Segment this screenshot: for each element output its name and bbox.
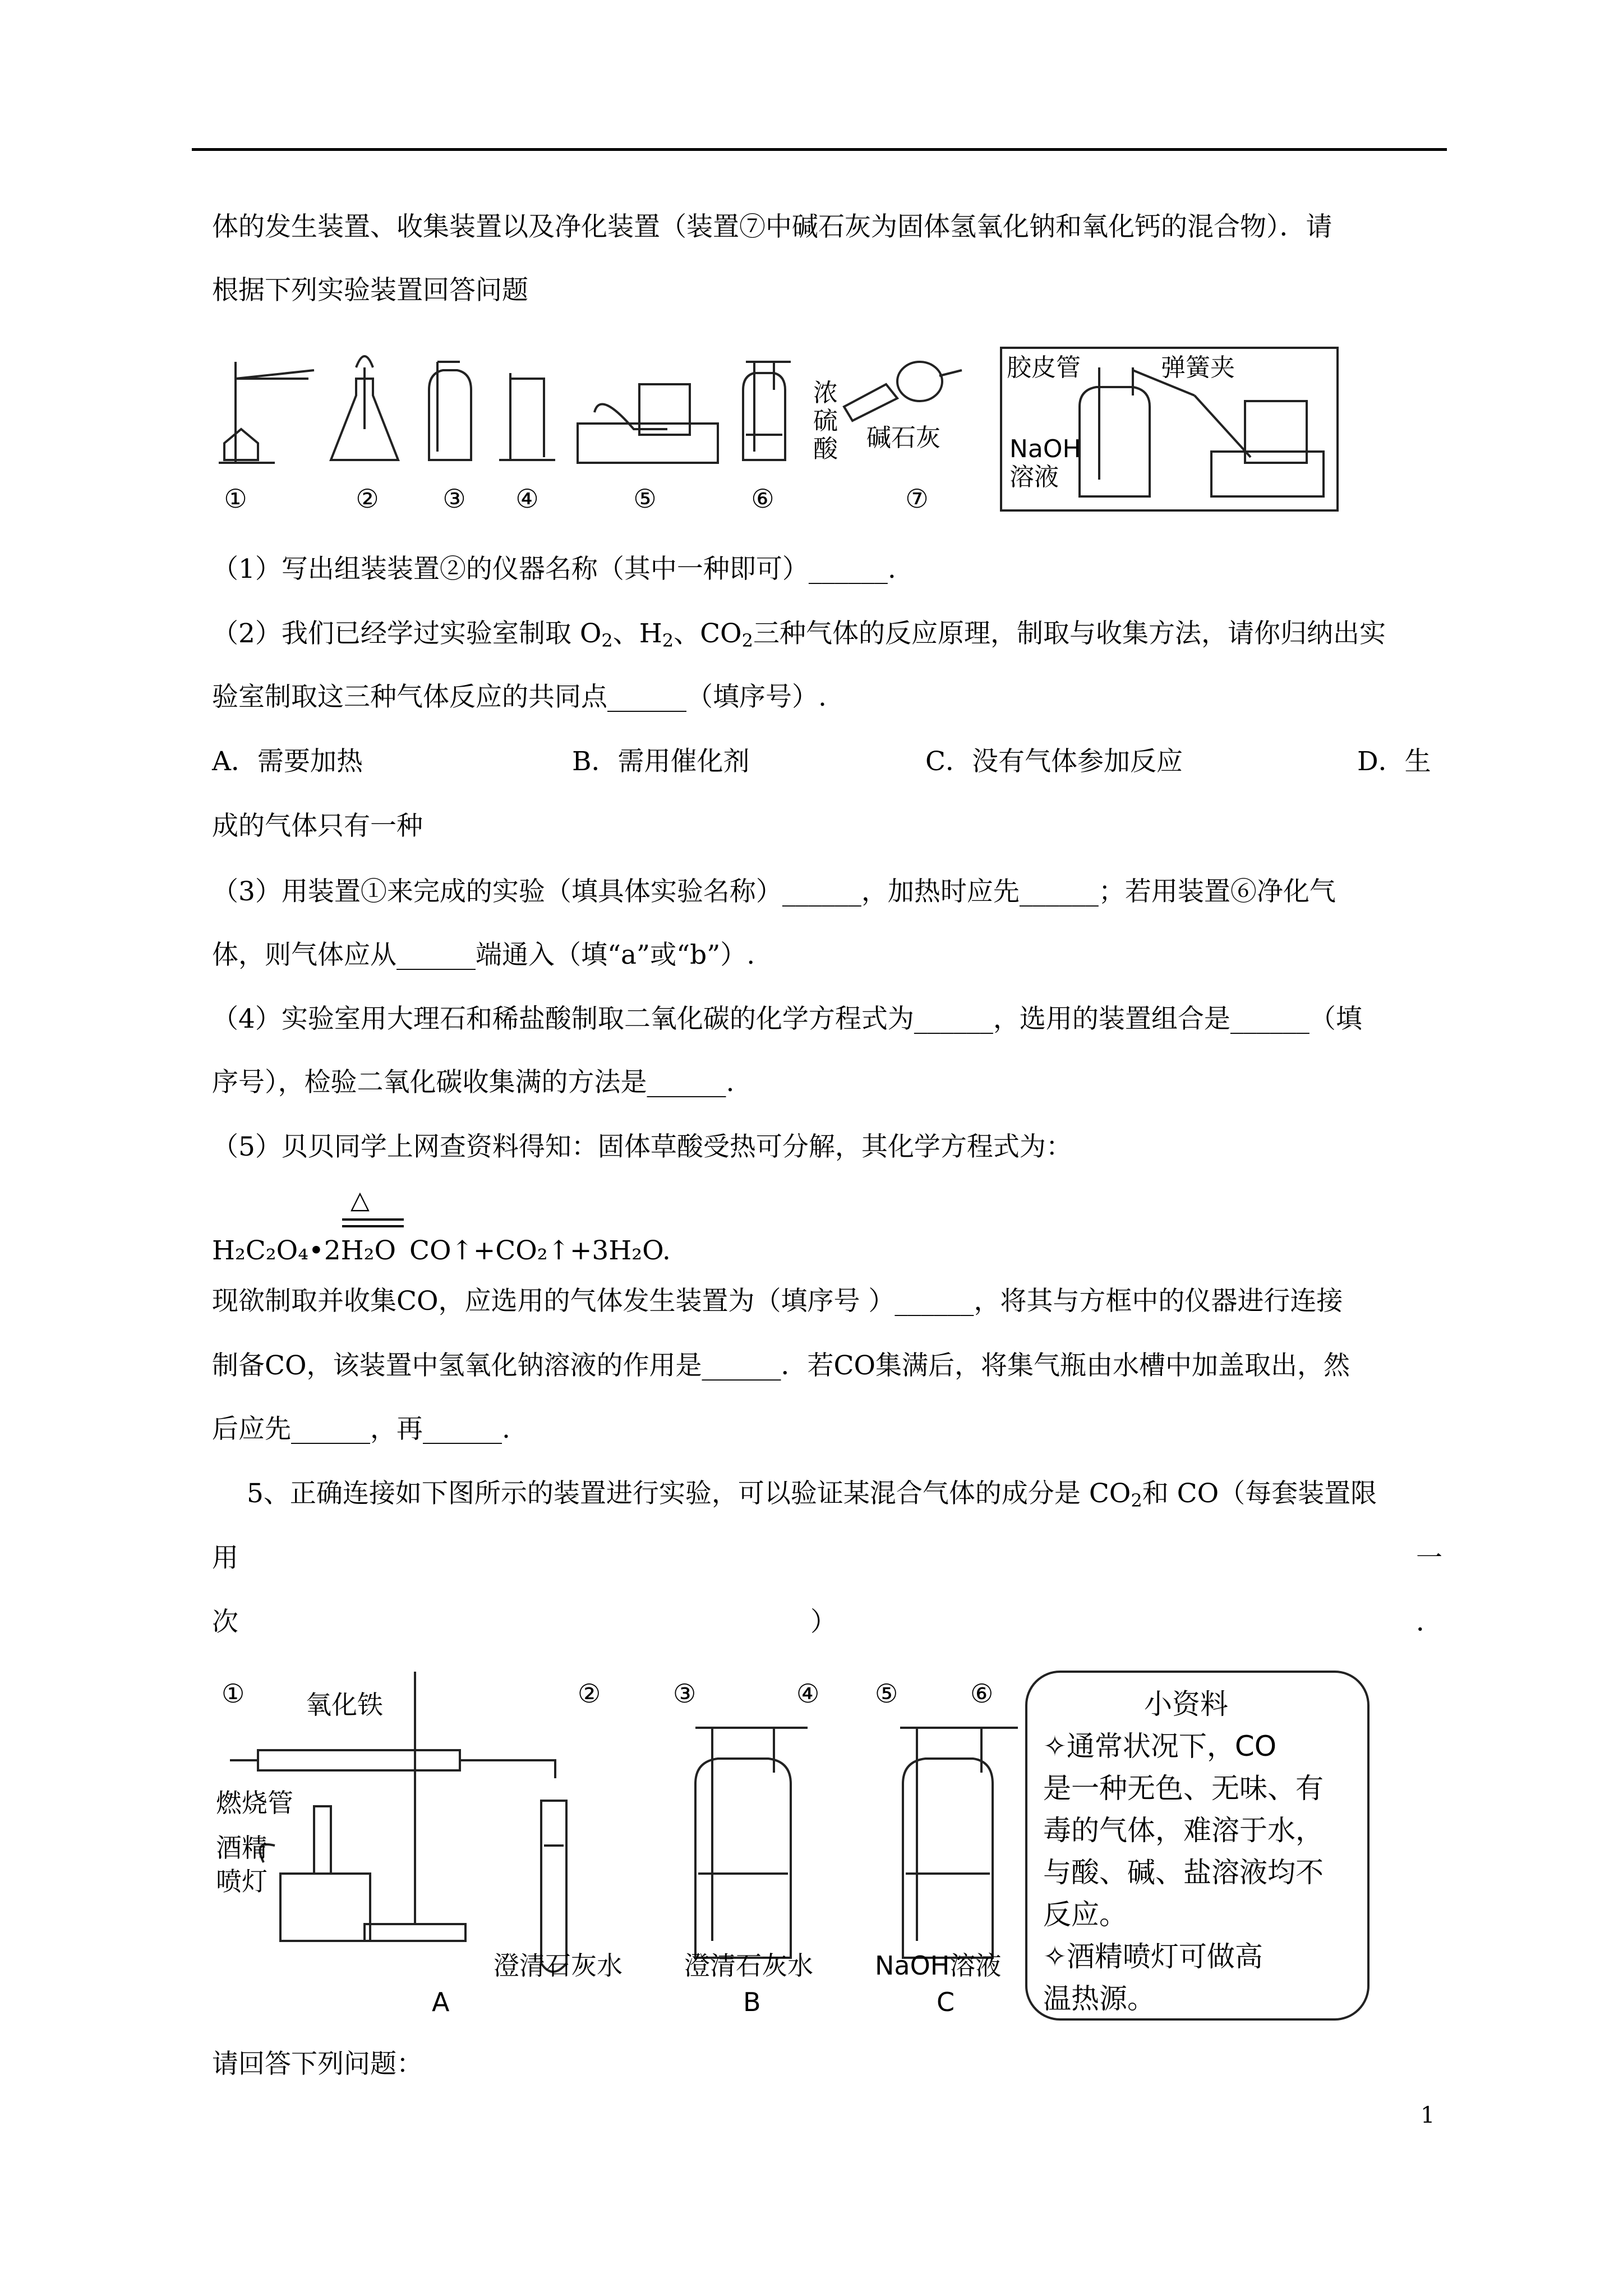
equation-delta: △	[351, 1186, 370, 1214]
question-1: （1）写出组装装置②的仪器名称（其中一种即可）______.	[212, 554, 896, 585]
fig1-label-4: ④	[515, 484, 539, 514]
fig1-label-5: ⑤	[633, 484, 657, 514]
closing-line: 请回答下列问题：	[212, 2049, 423, 2079]
option-b: B．需用催化剂	[572, 746, 750, 777]
option-d: D．生	[1357, 746, 1431, 777]
equation-right: CO↑+CO₂↑+3H₂O.	[409, 1235, 671, 1266]
limewater-b-label: 澄清石灰水	[684, 1950, 813, 1981]
port-3: ③	[673, 1678, 697, 1709]
problem-5-line-2a: 用	[212, 1543, 238, 1573]
info-line-2: 是一种无色、无味、有	[1043, 1772, 1324, 1805]
apparatus-figure-2	[208, 1660, 1374, 2031]
lamp-label-2: 喷灯	[216, 1866, 268, 1897]
label-b: B	[743, 1987, 761, 2017]
conc-acid-2: 硫	[813, 407, 838, 435]
intro-line-1: 体的发生装置、收集装置以及净化装置（装置⑦中碱石灰为固体氢氧化钠和氧化钙的混合物）．请	[212, 211, 1332, 242]
conc-acid-3: 酸	[813, 435, 838, 463]
combustion-tube-label: 燃烧管	[216, 1788, 293, 1818]
fig1-label-1: ①	[224, 484, 247, 514]
question-4-line-1: （4）实验室用大理石和稀盐酸制取二氧化碳的化学方程式为______，选用的装置组合是______（填	[212, 1004, 1362, 1034]
header-rule	[192, 148, 1447, 151]
fig1-label-6: ⑥	[751, 484, 774, 514]
solution-label: 溶液	[1009, 463, 1059, 491]
info-line-5: 反应。	[1043, 1898, 1127, 1931]
question-5-line-2: 现欲制取并收集CO，应选用的气体发生装置为（填序号 ）______，将其与方框中的仪器进行连接	[212, 1286, 1343, 1317]
question-5-line-4: 后应先______，再______.	[212, 1414, 510, 1444]
port-4: ④	[796, 1678, 820, 1709]
rubber-tube-label: 胶皮管	[1007, 353, 1081, 382]
option-c: C．没有气体参加反应	[925, 746, 1183, 777]
equation-bar-1	[342, 1218, 404, 1221]
info-line-7: 温热源。	[1043, 1982, 1155, 2015]
equation-bar-2	[342, 1225, 404, 1227]
fig1-label-3: ③	[442, 484, 466, 514]
question-3-line-2: 体，则气体应从______端通入（填“a”或“b”）.	[212, 940, 755, 970]
limewater-a-label: 澄清石灰水	[494, 1950, 623, 1981]
info-line-3: 毒的气体，难溶于水，	[1043, 1814, 1324, 1847]
port-2: ②	[578, 1678, 601, 1709]
iron-oxide-label: 氧化铁	[306, 1690, 383, 1720]
fig1-label-2: ②	[356, 484, 379, 514]
conc-acid-1: 浓	[813, 379, 838, 407]
apparatus-figure-1	[208, 345, 1357, 519]
info-line-4: 与酸、碱、盐溶液均不	[1043, 1856, 1324, 1889]
problem-5-line-3c: ．	[1416, 1607, 1442, 1637]
fig1-label-7: ⑦	[905, 484, 929, 514]
problem-5-line-3a: 次	[212, 1607, 238, 1637]
soda-lime-label: 碱石灰	[866, 424, 940, 452]
info-line-1: ✧通常状况下，CO	[1043, 1730, 1277, 1763]
port-5: ⑤	[875, 1678, 898, 1709]
question-5-line-3: 制备CO，该装置中氢氧化钠溶液的作用是______．若CO集满后，将集气瓶由水槽中加盖取出，然	[212, 1350, 1350, 1381]
problem-5-line-2b: 一	[1416, 1543, 1442, 1573]
question-2-line-2: 验室制取这三种气体反应的共同点______（填序号）.	[212, 682, 827, 712]
equation-left: H₂C₂O₄•2H₂O	[212, 1235, 396, 1266]
info-title: 小资料	[1144, 1688, 1228, 1720]
naoh-c-label: NaOH溶液	[875, 1950, 1002, 1981]
page-number: 1	[1421, 2102, 1435, 2128]
question-2-line-1: （2）我们已经学过实验室制取 $O_2$、$H_2$、$CO_2$三种气体的反应原理，制取与收集方法，请你归纳出实	[212, 618, 1386, 651]
naoh-label: NaOH	[1009, 435, 1081, 463]
question-4-line-2: 序号），检验二氧化碳收集满的方法是______.	[212, 1067, 735, 1098]
info-line-6: ✧酒精喷灯可做高	[1043, 1940, 1263, 1973]
question-5-line-1: （5）贝贝同学上网查资料得知：固体草酸受热可分解，其化学方程式为：	[212, 1131, 1072, 1162]
label-c: C	[937, 1987, 955, 2017]
question-3-line-1: （3）用装置①来完成的实验（填具体实验名称）______，加热时应先______；若用装置⑥净化气	[212, 876, 1336, 907]
label-a: A	[432, 1987, 450, 2017]
spring-clip-label: 弹簧夹	[1161, 353, 1235, 382]
problem-5-line-1: 5、正确连接如下图所示的装置进行实验，可以验证某混合气体的成分是 $CO_2$和 CO（每套装置限	[247, 1478, 1377, 1511]
port-1: ①	[222, 1678, 245, 1709]
problem-5-line-3b: ）	[810, 1607, 837, 1637]
option-d-cont: 成的气体只有一种	[212, 811, 423, 841]
lamp-label-1: 酒精	[216, 1833, 268, 1863]
port-6: ⑥	[970, 1678, 994, 1709]
intro-line-2: 根据下列实验装置回答问题	[212, 275, 528, 306]
option-a: A．需要加热	[212, 746, 363, 777]
